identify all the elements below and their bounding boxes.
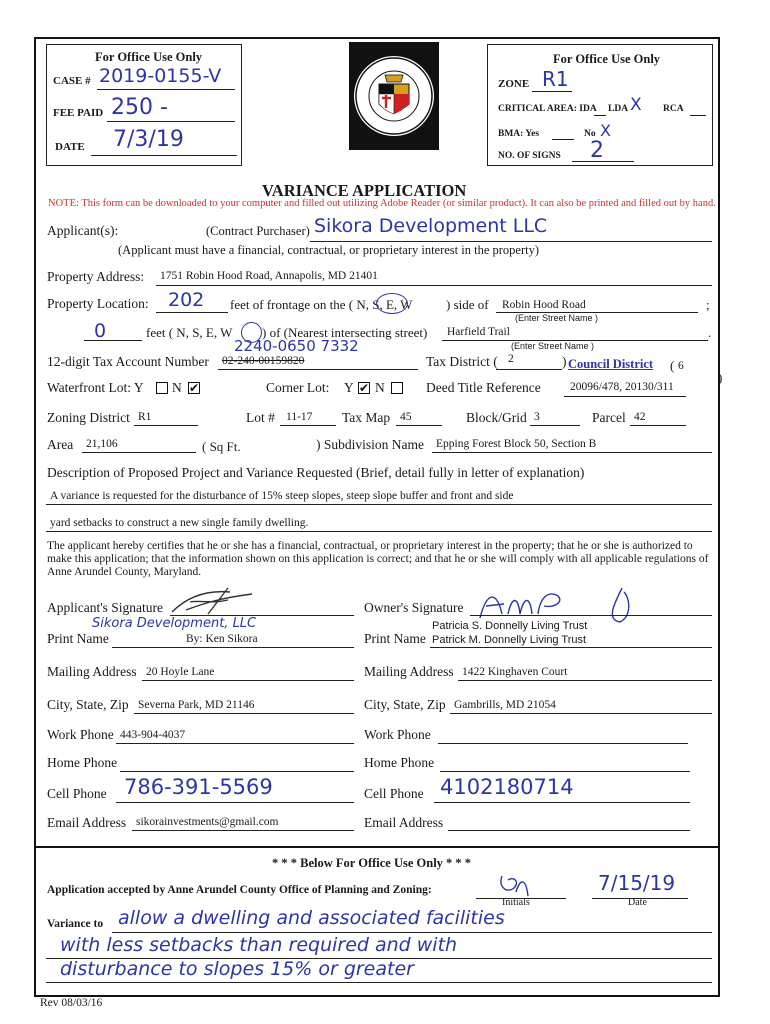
county-seal <box>349 42 439 150</box>
zoning-label: Zoning District <box>47 410 130 425</box>
block-grid-value[interactable]: 3 <box>534 411 540 423</box>
waterfront-n-label: N <box>172 380 182 395</box>
council-district-value[interactable]: 6 <box>678 360 684 372</box>
applicant-work-phone-label: Work Phone <box>47 727 114 742</box>
bma-no-mark[interactable]: X <box>600 121 611 140</box>
zone-value[interactable]: R1 <box>542 67 569 91</box>
applicant-print-label: Print Name <box>47 631 109 646</box>
frontage-label: feet of frontage on the ( N, S, E, W <box>230 297 413 312</box>
area-value[interactable]: 21,106 <box>86 438 118 450</box>
initials-label: Initials <box>502 897 530 908</box>
office-date-value[interactable]: 7/15/19 <box>598 871 676 895</box>
applicant-name[interactable]: Sikora Development LLC <box>314 215 548 237</box>
lda-label: LDA <box>608 104 629 114</box>
form-title: VARIANCE APPLICATION <box>262 181 467 200</box>
se-circle-mark <box>376 293 408 314</box>
accepted-label: Application accepted by Anne Arundel County Office of Planning and Zoning: <box>47 884 432 896</box>
corner-n-label: N <box>375 380 385 395</box>
tax-district-value[interactable]: 2 <box>508 353 514 365</box>
owner-mailing-value[interactable]: 1422 Kinghaven Court <box>462 666 568 678</box>
contract-purchaser-label: (Contract Purchaser) <box>206 224 310 238</box>
applicant-cell-phone-label: Cell Phone <box>47 786 107 801</box>
office-use-right-title: For Office Use Only <box>553 52 661 66</box>
property-location-label: Property Location: <box>47 296 149 311</box>
parcel-value[interactable]: 42 <box>634 411 646 423</box>
frontage-value[interactable]: 202 <box>168 289 205 311</box>
office-use-left-box <box>46 44 242 166</box>
case-label: CASE # <box>53 75 91 87</box>
lda-mark[interactable]: X <box>630 95 642 115</box>
tax-account-label: 12-digit Tax Account Number <box>47 354 209 369</box>
enter-street-hint-2: (Enter Street Name ) <box>511 341 595 351</box>
applicant-home-phone-label: Home Phone <box>47 755 118 770</box>
rca-label: RCA <box>663 104 684 114</box>
side-street-value[interactable]: Robin Hood Road <box>502 299 586 311</box>
parcel-label: Parcel <box>592 410 626 425</box>
feet-value[interactable]: 0 <box>94 320 107 342</box>
corner-lot-label: Corner Lot: <box>266 380 330 395</box>
period: . <box>708 325 712 340</box>
fee-paid-value[interactable]: 250 - <box>111 95 168 120</box>
nearest-street-label: ) of (Nearest intersecting street) <box>262 325 428 340</box>
lot-value[interactable]: 11-17 <box>286 411 313 423</box>
owner-print-value[interactable]: Patrick M. Donnelly Living Trust <box>432 634 587 646</box>
semicolon: ; <box>706 297 710 312</box>
fee-paid-label: FEE PAID <box>53 107 104 119</box>
signs-label: NO. OF SIGNS <box>498 151 561 161</box>
deed-value[interactable]: 20096/478, 20130/311 <box>570 381 674 393</box>
property-address-label: Property Address: <box>47 269 145 284</box>
owner-home-phone-label: Home Phone <box>364 755 435 770</box>
variance-line-2[interactable]: with less setbacks than required and with <box>60 934 458 956</box>
office-date-label: Date <box>628 897 647 908</box>
office-bottom-heading: * * * Below For Office Use Only * * * <box>272 856 472 870</box>
council-district-label: Council District <box>568 357 654 371</box>
certification-text: The applicant hereby certifies that he or she has a financial, contractual, or proprietary interest in the property; that he or she is authorized to make this application; that the information shown on this application is correct; and that he or she will comply with all applicable regulations of Anne Arundel County, Maryland. <box>47 540 709 578</box>
waterfront-no-check-icon: ✔ <box>189 381 200 395</box>
description-label: Description of Proposed Project and Variance Requested (Brief, detail fully in letter of explanation) <box>47 465 585 480</box>
description-line-2[interactable]: yard setbacks to construct a new single family dwelling. <box>50 517 309 529</box>
date-value[interactable]: 7/3/19 <box>113 127 184 152</box>
applicant-work-phone-value[interactable]: 443-904-4037 <box>120 729 186 741</box>
applicant-city-label: City, State, Zip <box>47 697 129 712</box>
owner-signature-label: Owner's Signature <box>364 600 464 615</box>
tax-map-label: Tax Map <box>342 410 391 425</box>
variance-line-3[interactable]: disturbance to slopes 15% or greater <box>60 958 414 980</box>
interest-note: (Applicant must have a financial, contractual, or proprietary interest in the property) <box>118 243 540 257</box>
date-label: DATE <box>55 141 85 153</box>
owner-city-label: City, State, Zip <box>364 697 446 712</box>
owner-city-value[interactable]: Gambrills, MD 21054 <box>454 699 556 711</box>
waterfront-yes-checkbox[interactable] <box>156 382 168 394</box>
office-initials[interactable] <box>494 872 534 900</box>
deed-label: Deed Title Reference <box>426 380 541 395</box>
owner-print-label: Print Name <box>364 631 426 646</box>
nearest-street-value[interactable]: Harfield Trail <box>447 326 510 338</box>
applicant-email-label: Email Address <box>47 815 127 830</box>
lot-label: Lot # <box>246 410 275 425</box>
tax-account-value[interactable]: 02-240-00159820 <box>222 355 305 367</box>
variance-line-1[interactable]: allow a dwelling and associated facilities <box>118 907 505 929</box>
side-of-label: ) side of <box>446 297 489 312</box>
form-note: NOTE: This form can be downloaded to your computer and filled out utilizing Adobe Reader (or similar product). It can also be printed and filled out by hand. <box>48 198 716 209</box>
applicant-mailing-label: Mailing Address <box>47 664 137 679</box>
owner-typed-name: Patricia S. Donnelly Living Trust <box>432 620 588 632</box>
bma-no-label: No <box>584 129 596 139</box>
tax-district-label: Tax District ( <box>426 354 498 369</box>
zone-label: ZONE <box>498 78 530 90</box>
applicant-city-value[interactable]: Severna Park, MD 21146 <box>138 699 255 711</box>
office-use-right-box <box>487 44 713 166</box>
applicant-cell-phone-value[interactable]: 786-391-5569 <box>124 775 273 799</box>
applicant-label: Applicant(s): <box>47 223 119 238</box>
tax-account-handwritten[interactable]: 2240-0650 7332 <box>234 337 359 355</box>
owner-mailing-label: Mailing Address <box>364 664 454 679</box>
applicant-signature-label: Applicant's Signature <box>47 600 164 615</box>
seal-ring-text <box>0 0 18 1</box>
critical-area-label: CRITICAL AREA: IDA <box>498 104 597 114</box>
subdivision-label: ) Subdivision Name <box>316 437 424 452</box>
variance-to-label: Variance to <box>47 918 104 930</box>
owner-work-phone-label: Work Phone <box>364 727 431 742</box>
property-address-value[interactable]: 1751 Robin Hood Road, Annapolis, MD 21401 <box>160 270 378 282</box>
area-label: Area <box>47 437 74 452</box>
description-line-1[interactable]: A variance is requested for the disturbance of 15% steep slopes, steep slope buffer and front and side <box>50 490 514 502</box>
block-grid-label: Block/Grid <box>466 410 527 425</box>
sq-ft-label: ( Sq Ft. <box>202 439 241 454</box>
subdivision-value[interactable]: Epping Forest Block 50, Section B <box>436 438 597 450</box>
applicant-mailing-value[interactable]: 20 Hoyle Lane <box>146 666 215 678</box>
seal-graphic <box>349 42 439 150</box>
enter-street-hint-1: (Enter Street Name ) <box>515 313 599 323</box>
applicant-print-value[interactable]: By: Ken Sikora <box>186 633 258 645</box>
applicant-email-value[interactable]: sikorainvestments@gmail.com <box>136 816 279 828</box>
office-use-left-title: For Office Use Only <box>95 50 203 64</box>
bma-label: BMA: Yes <box>498 129 540 139</box>
zoning-value[interactable]: R1 <box>138 411 152 423</box>
owner-cell-phone-value[interactable]: 4102180714 <box>440 775 574 799</box>
owner-cell-phone-label: Cell Phone <box>364 786 424 801</box>
owner-email-label: Email Address <box>364 815 444 830</box>
revision-label: Rev 08/03/16 <box>40 997 103 1009</box>
feet-direction-label: feet ( N, S, E, W <box>146 325 233 340</box>
tax-map-value[interactable]: 45 <box>400 411 412 423</box>
applicant-signature[interactable] <box>168 586 258 618</box>
signs-value[interactable]: 2 <box>590 138 604 163</box>
case-number[interactable]: 2019-0155-V <box>99 65 222 87</box>
corner-y-label: Y <box>344 380 354 395</box>
waterfront-label: Waterfront Lot: Y <box>47 380 144 395</box>
corner-no-checkbox[interactable] <box>391 382 403 394</box>
corner-yes-check-icon: ✔ <box>359 381 370 395</box>
applicant-print-handwritten[interactable]: Sikora Development, LLC <box>92 616 257 631</box>
